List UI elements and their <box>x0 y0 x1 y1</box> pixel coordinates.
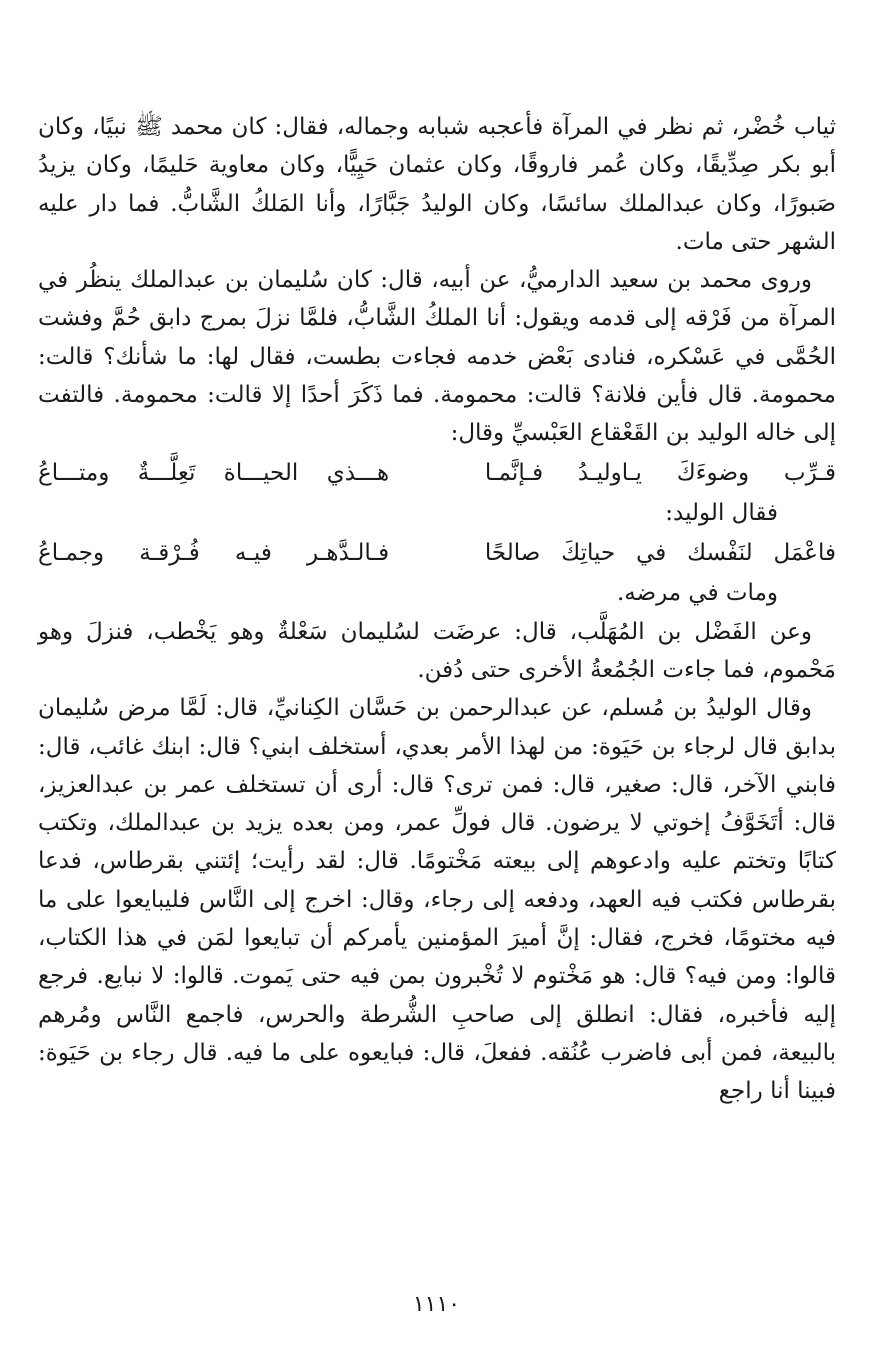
verse-1-second-hemistich: هـــذي الحيـــاة تَعِلَّـــةٌ ومتـــاعُ <box>38 459 390 486</box>
verse-line-1 <box>38 453 836 493</box>
verse-1-first-hemistich: قـرِّب وضوءَكَ يـاوليـدُ فـإنَّمـا <box>484 459 836 486</box>
verse-2-second-hemistich: فـالـدَّهـر فيـه فُـرْقـة وجمـاعُ <box>38 539 390 566</box>
verse-line-2 <box>38 533 836 573</box>
verse-intro: فقال الوليد: <box>665 499 778 526</box>
verse-2-first-hemistich: فاعْمَل لنَفْسك في حياتِكَ صالحًا <box>484 539 836 566</box>
paragraph-4: وقال الوليدُ بن مُسلم، عن عبدالرحمن بن حَسَّان الكِنانيِّ، قال: لَمَّا مرض سُليمان بدابق قال لرجاء بن حَيَوة: من لهذا الأمر بعدي، أستخلف ابني؟ قال: ابنك غائب، قال: فابني الآخر، قال: صغير، قال: فمن ترى؟ قال: أرى أن تستخلف عمر بن عبدالعزيز، قال: أتَخَوَّفُ إخوتي لا يرضون. قال فولِّ عمر، ومن بعده يزيد بن عبدالملك، وتكتب كتابًا وتختم عليه وادعوهم إلى بيعته مَخْتومًا. قال: لقد رأيت؛ إئتني بقرطاس، فدعا بقرطاس فكتب فيه العهد، ودفعه إلى رجاء، وقال: اخرج إلى النَّاس فليبايعوا على ما فيه مختومًا، فخرج، فقال: إنَّ أميرَ المؤمنين يأمركم أن تبايعوا لمَن في هذا الكتاب، قالوا: ومن فيه؟ قال: هو مَخْتوم لا تُخْبرون بمن فيه حتى يَموت. قالوا: لا نبايع. فرجع إليه فأخبره، فقال: انطلق إلى صاحبِ الشُّرطة والحرس، فاجمع النَّاس ومُرهم بالبيعة، فمن أبى فاضرب عُنُقه. ففعلَ، قال: فبايعوه على ما فيه. قال رجاء بن حَيَوة: فبينا أنا راجع <box>38 695 836 1105</box>
page-body <box>38 108 836 1111</box>
paragraph-3: وعن الفَضْل بن المُهَلَّب، قال: عرضَت لسُليمان سَعْلةٌ وهو يَخْطب، فنزلَ وهو مَحْموم، فما جاءت الجُمُعةُ الأخرى حتى دُفن. <box>38 618 836 683</box>
page-number: ١١١٠ <box>412 1292 461 1317</box>
paragraph-2: وروى محمد بن سعيد الدارميُّ، عن أبيه، قال: كان سُليمان بن عبدالملك ينظُر في المرآة من فَرْقه إلى قدمه ويقول: أنا الملكُ الشَّابُّ، فلمَّا نزلَ بمرج دابق حُمَّ وفشت الحُمَّى في عَسْكره، فنادى بَعْض خدمه فجاءت بطست، فقال لها: ما شأنك؟ قالت: محمومة. قال فأين فلانة؟ قالت: محمومة. فما ذَكَرَ أحدًا إلا قالت: محمومة. فالتفت إلى خاله الوليد بن القَعْقاع العَبْسيِّ وقال: <box>38 267 836 447</box>
paragraph-1: ثياب خُضْر، ثم نظر في المرآة فأعجبه شبابه وجماله، فقال: كان محمد ﷺ نبيًا، وكان أبو بكر صِدِّيقًا، وكان عُمر فاروقًا، وكان عثمان حَيِيًّا، وكان معاوية حَليمًا، وكان يزيدُ صَبورًا، وكان عبدالملك سائسًا، وكان الوليدُ جَبَّارًا، وأنا المَلكُ الشَّابُّ. فما دار عليه الشهر حتى مات. <box>38 114 836 255</box>
after-verse-line: ومات في مرضه. <box>616 579 778 606</box>
